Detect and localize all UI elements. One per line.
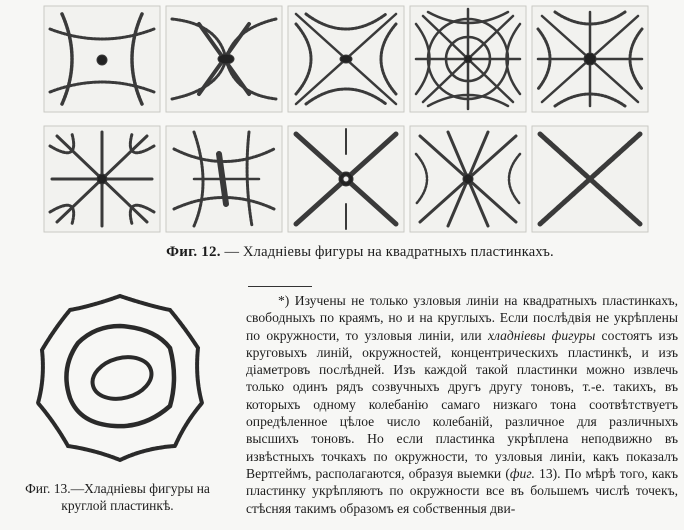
- chladni-plate-5: [530, 4, 650, 114]
- footnote-part-2: состоятъ изъ круговыхъ линій, окружностей, концентрическихъ пластинкѣ, и изъ діаметровъ послѣдней. Изъ каждой такой пластинки можно извлечь только одинъ рядъ созвучныхъ другъ другу тоновъ, т.-е. такихъ, въ которыхъ одному колебанію самаго низкаго тона соотвѣтствуетъ опредѣленное цѣлое число колебаній, различное для различныхъ высшихъ тоновъ. Но если пластинка укрѣплена неподвижно въ извѣстныхъ точкахъ по окружности, то узловыя линіи, какъ показалъ Вертгеймъ, располагаются, образуя выемки (: [246, 327, 678, 481]
- chladni-plate-9: [408, 124, 528, 234]
- footnote-text: [246, 292, 678, 517]
- chladni-plate-3: [286, 4, 406, 114]
- footnote-part-3: 13). По мѣрѣ того, какъ пластинку укрѣпляютъ по окружности все въ большемъ числѣ точекъ, стѣсняя такимъ образомъ ея собственныя дви-: [246, 465, 678, 516]
- chladni-plate-10: [530, 124, 650, 234]
- figure-13-caption-line-2: круглой пластинкѣ.: [61, 498, 174, 513]
- figure-13-caption-line-1: Фиг. 13.—Хладніевы фигуры на: [25, 481, 210, 496]
- footnote-rule: [248, 286, 312, 287]
- chladni-plate-4: [408, 4, 528, 114]
- chladni-plate-8: [286, 124, 406, 234]
- chladni-plate-6: [42, 124, 162, 234]
- figure-12-caption: [80, 244, 640, 261]
- figure-13-circular-plate: [30, 288, 210, 468]
- chladni-plate-1: [42, 4, 162, 114]
- chladni-plate-2: [164, 4, 284, 114]
- footnote-fig-ref: фиг.: [509, 465, 535, 481]
- figure-13-caption: [0, 480, 235, 514]
- footnote-part-1: *) Изучены не только узловыя линіи на квадратныхъ пластинкахъ, свободныхъ по краямъ, но и на круглыхъ. Если послѣдвія не укрѣплены по окружности, то узловыя линіи, или: [246, 293, 678, 343]
- figure-12-grid: [40, 0, 684, 236]
- chladni-plate-7: [164, 124, 284, 234]
- figure-12-caption-text: — Хладніевы фигуры на квадратныхъ пластинкахъ.: [220, 244, 554, 260]
- figure-12-label: Фиг. 12.: [166, 244, 221, 260]
- footnote-italic-term: хладніевы фигуры: [487, 327, 596, 343]
